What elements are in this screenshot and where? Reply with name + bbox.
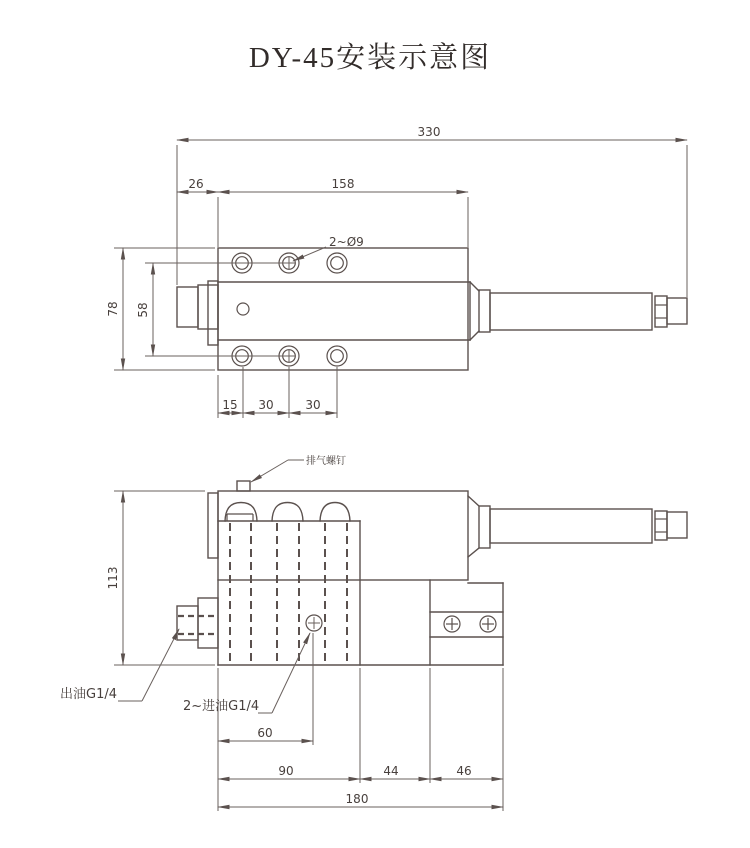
dim-base-width: 180 — [345, 792, 369, 806]
top-view — [106, 125, 687, 418]
dim-inlet-offset: 60 — [257, 726, 273, 740]
label-holes: 2~Ø9 — [329, 235, 364, 249]
dim-plate-height: 78 — [106, 301, 120, 317]
dome-2 — [272, 503, 303, 522]
dim-overall-length: 330 — [417, 125, 441, 139]
top-rod-collar — [479, 290, 490, 332]
dome-3 — [320, 503, 350, 522]
inlet-port — [306, 615, 322, 631]
outlet-fitting-flange — [198, 598, 218, 648]
top-center-port — [237, 303, 249, 315]
label-outlet: 出油G1/4 — [60, 687, 117, 702]
dim-block-width: 90 — [278, 764, 294, 778]
dim-overall-height: 113 — [106, 566, 120, 590]
top-view-dimensions — [106, 125, 687, 418]
page-title: DY-45安装示意图 — [248, 42, 492, 74]
top-plate-strip — [208, 281, 218, 345]
dim-left-offset: 26 — [188, 177, 204, 191]
dim-hole-c: 30 — [305, 398, 321, 412]
hidden-bores — [230, 523, 347, 663]
dim-hole-row-spacing: 58 — [136, 302, 150, 318]
dome-1 — [225, 503, 257, 522]
bleed-screw — [237, 481, 250, 491]
front-rod-collar — [479, 506, 490, 548]
front-view-dimensions — [60, 454, 503, 811]
front-view — [60, 454, 687, 811]
label-inlet: 2~进油G1/4 — [183, 699, 260, 714]
front-plate-strip — [208, 493, 218, 558]
front-rod-end — [667, 512, 687, 538]
top-rod — [490, 293, 652, 330]
dim-mid-width: 44 — [383, 764, 399, 778]
label-bleed-screw: 排气螺钉 — [306, 456, 346, 467]
top-rod-nut — [655, 296, 667, 327]
dim-bracket-width: 46 — [456, 764, 472, 778]
bracket-screws — [444, 616, 496, 632]
top-fitting-body — [177, 287, 198, 327]
front-rod — [490, 509, 652, 543]
dim-plate-width: 158 — [331, 177, 355, 191]
dim-hole-b: 30 — [258, 398, 274, 412]
dim-hole-a: 15 — [222, 398, 238, 412]
front-rod-nut — [655, 511, 667, 540]
top-rod-end — [667, 298, 687, 324]
